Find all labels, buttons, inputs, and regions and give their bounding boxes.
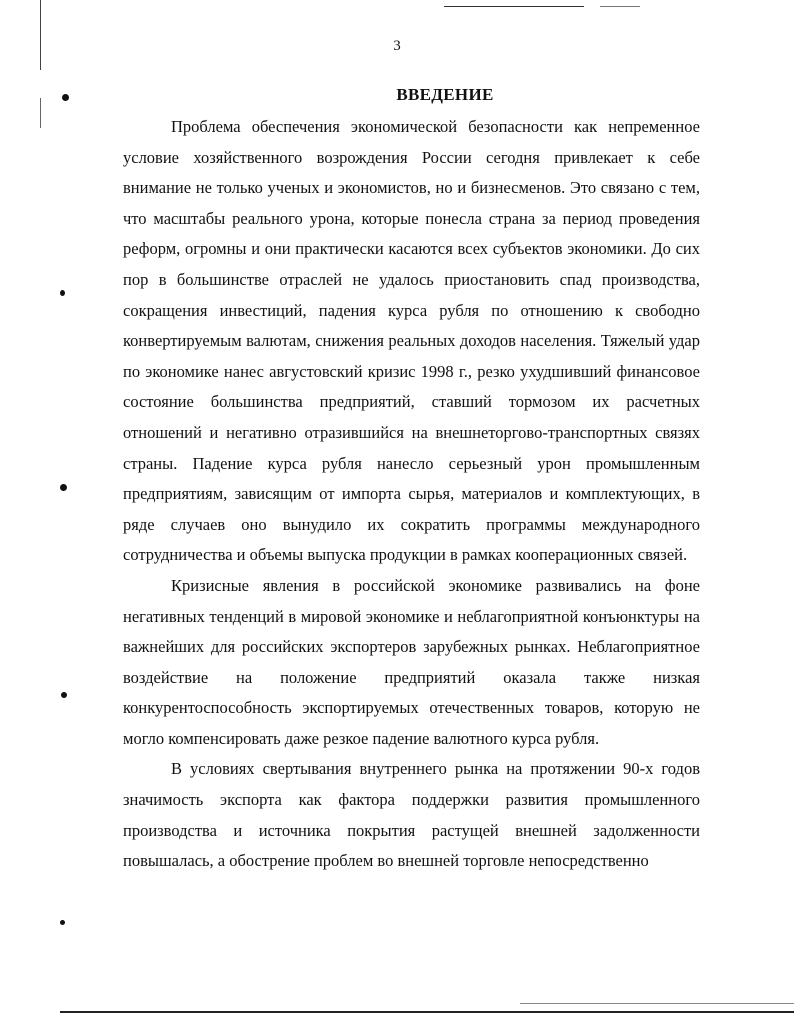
- paragraph: Проблема обеспечения экономической безопасности как непременное условие хозяйственного возрождения России сегодня привлекает к себе внимание не только ученых и экономистов, но и бизнесменов. Это связано с тем, что масштабы реального урона, которые понесла страна за период проведения реформ, огромны и они практически касаются всех субъектов экономики. До сих пор в большинстве отраслей не удалось приостановить спад производства, сокращения инвестиций, падения курса рубля по отношению к свободно конвертируемым валютам, снижения реальных доходов населения. Тяжелый удар по экономике нанес августовский кризис 1998 г., резко ухудшивший финансовое состояние большинства предприятий, ставший тормозом их расчетных отношений и негативно отразившийся на внешнеторгово-транспортных связях страны. Падение курса рубля нанесло серьезный урон промышленным предприятиям, зависящим от импорта сырья, материалов и комплектующих, в ряде случаев оно вынудило их сократить программы международного сотрудничества и объемы выпуска продукции в рамках кооперационных связей.: [123, 117, 700, 565]
- scan-bottom-rule: [60, 1011, 794, 1013]
- body-text: [123, 112, 700, 877]
- scan-top-rule-faint: [600, 6, 640, 7]
- binder-hole-mark: [60, 484, 67, 491]
- section-heading: ВВЕДЕНИЕ: [396, 85, 494, 104]
- binder-hole-mark: [60, 290, 65, 296]
- binder-hole-mark: [60, 920, 65, 925]
- paragraph: В условиях свертывания внутреннего рынка на протяжении 90-х годов значимость экспорта как фактора поддержки развития промышленного производства и источника покрытия растущей внешней задолженности повышалась, а обострение проблем во внешней торговле непосредственно: [123, 759, 700, 871]
- binder-hole-mark: [61, 692, 67, 698]
- scan-left-rule: [40, 0, 41, 70]
- scan-top-rule: [444, 6, 584, 7]
- scan-bottom-rule-faint: [520, 1003, 794, 1004]
- page-number: 3: [393, 38, 401, 54]
- paragraph: Кризисные явления в российской экономике развивались на фоне негативных тенденций в мировой экономике и неблагоприятной конъюнктуры на важнейших для российских экспортеров зарубежных рынках. Неблагоприятное воздействие на положение предприятий оказала также низкая конкурентоспособность экспортируемых отечественных товаров, которую не могло компенсировать даже резкое падение валютного курса рубля.: [123, 575, 700, 748]
